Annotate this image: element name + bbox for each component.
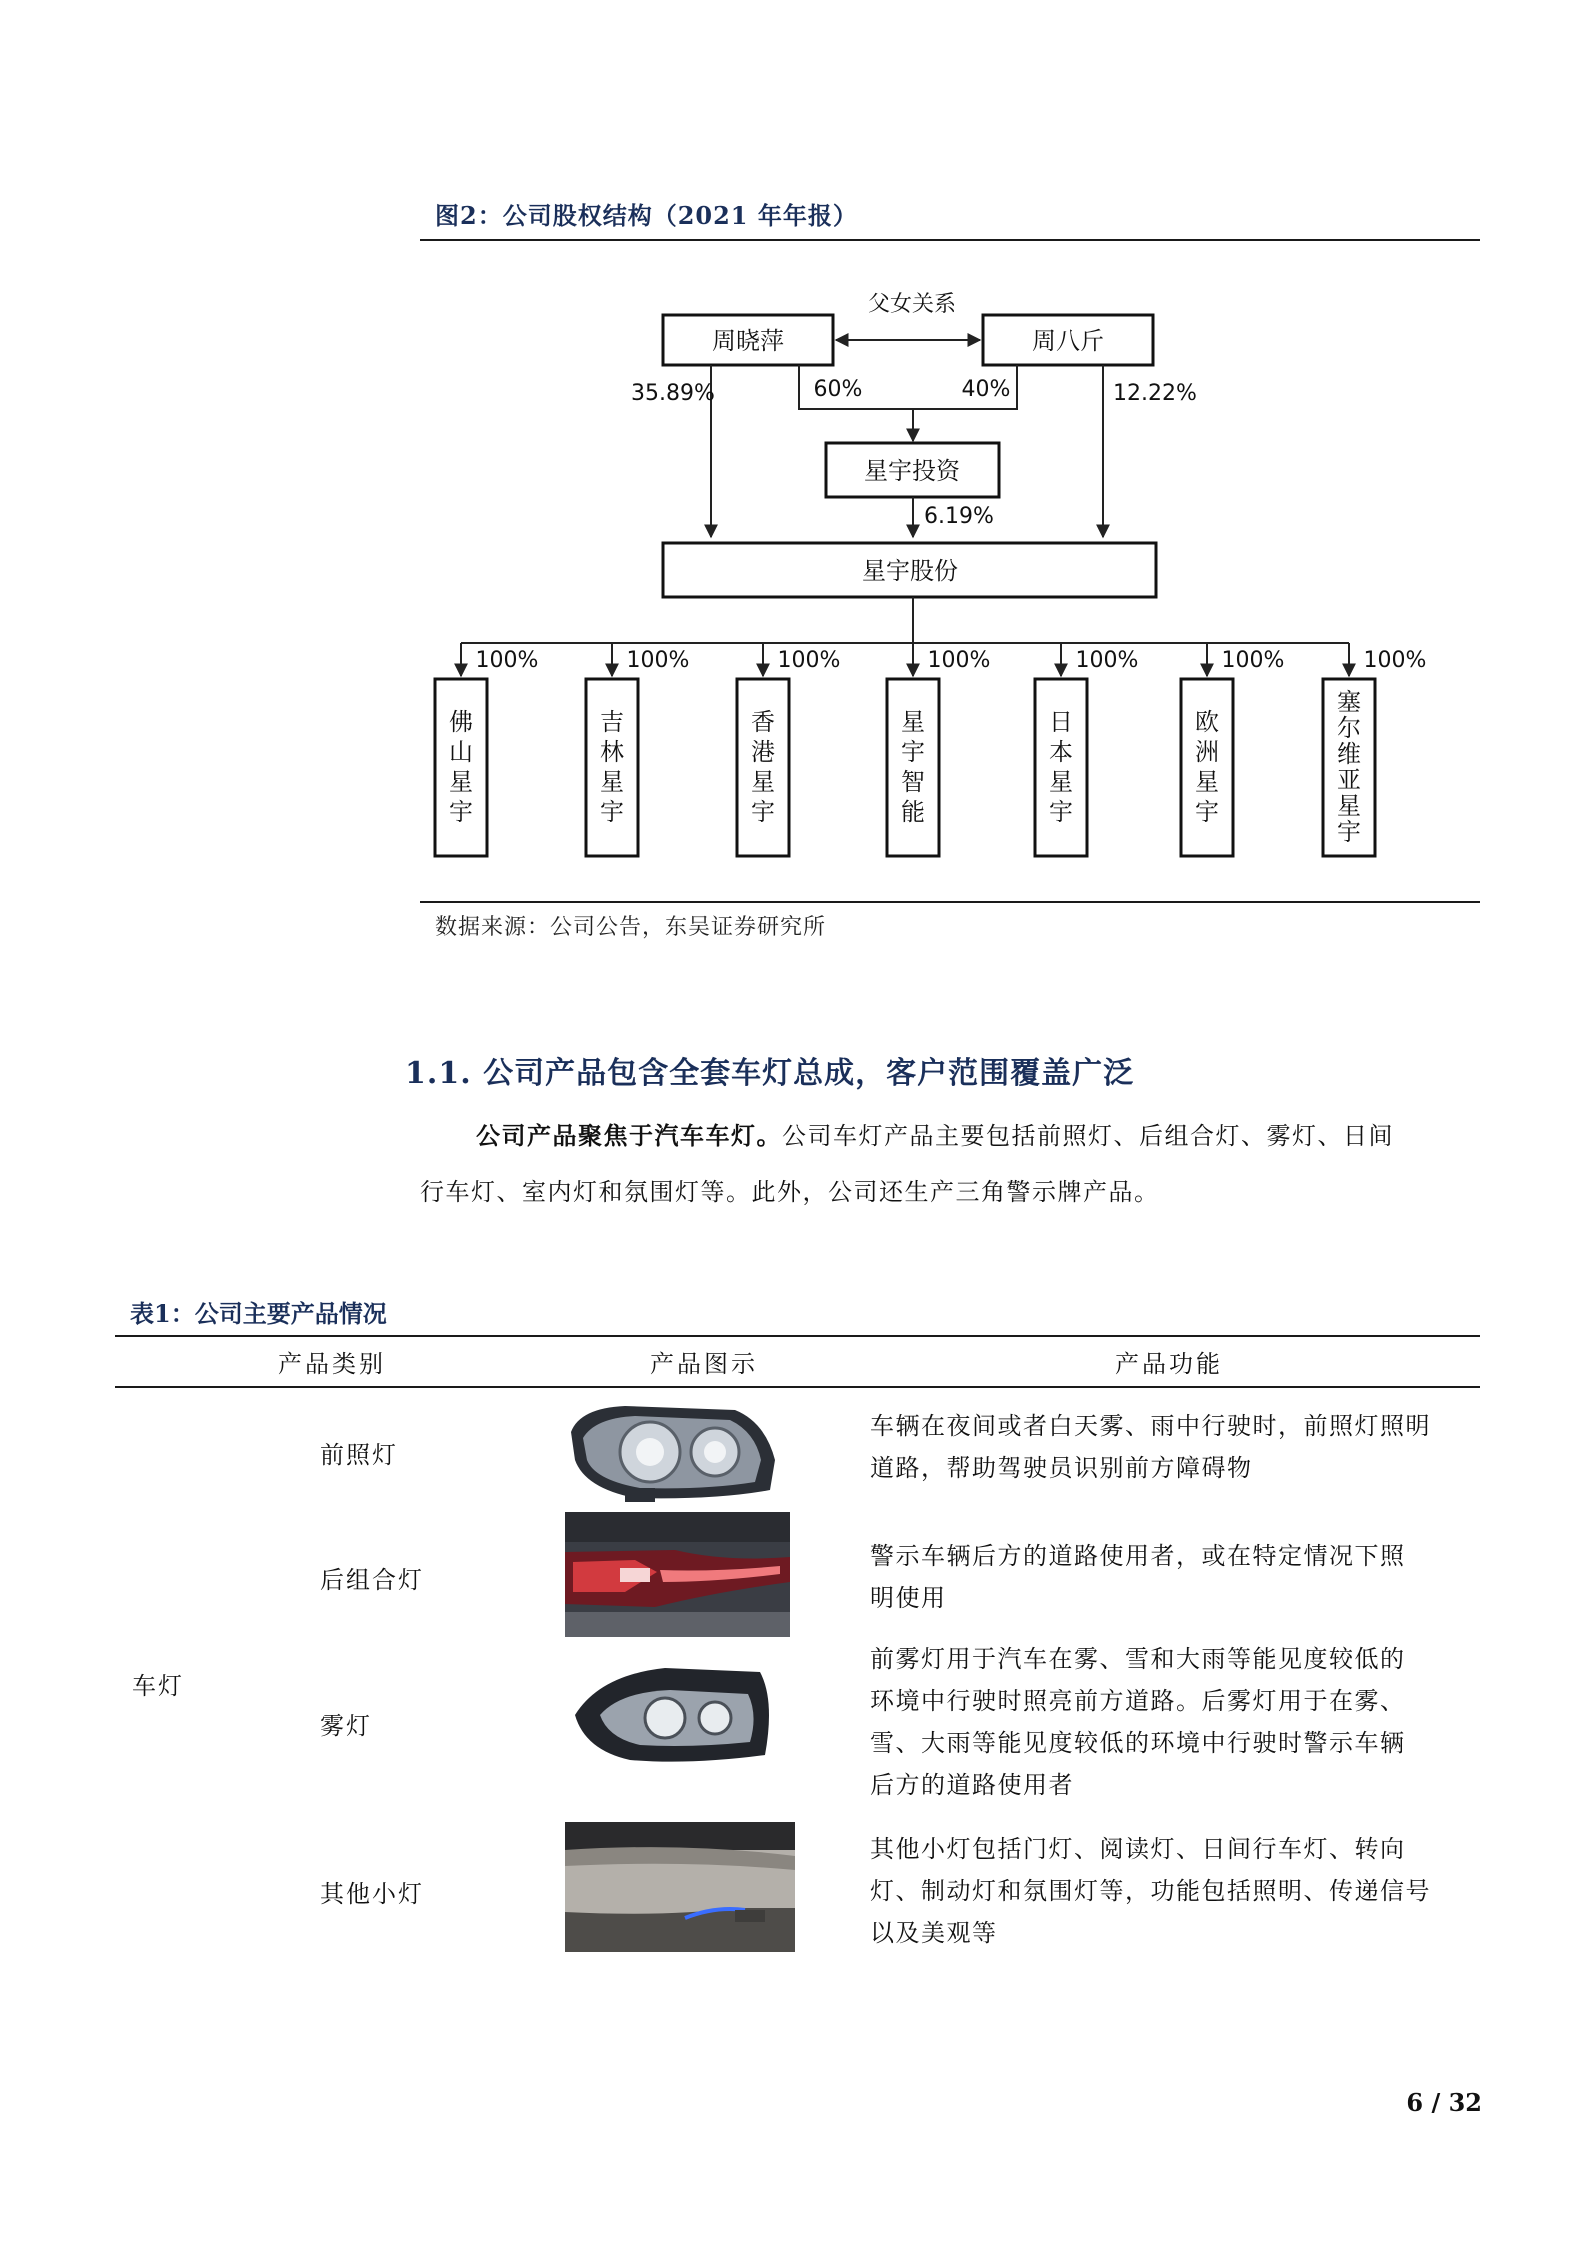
subsidiary-name: 日本星宇 — [1049, 708, 1073, 826]
pct-invest-main: 6.19% — [924, 504, 994, 529]
subsidiary-pct: 100% — [1221, 648, 1285, 673]
row-2-function — [870, 1535, 1475, 1619]
subsidiary-pct: 100% — [927, 648, 991, 673]
row-4-name: 其他小灯 — [320, 1880, 424, 1908]
row-4-function-line: 灯、制动灯和氛围灯等，功能包括照明、传递信号 — [870, 1877, 1431, 1905]
figure-bottom-rule — [420, 901, 1480, 903]
subsidiary-pct: 100% — [475, 648, 539, 673]
subsidiary-pct: 100% — [626, 648, 690, 673]
row-2-function-line: 警示车辆后方的道路使用者，或在特定情况下照 — [870, 1542, 1406, 1570]
subsidiary-name: 星宇智能 — [901, 708, 925, 826]
page-number: 6 / 32 — [1406, 2088, 1482, 2117]
pct-left-direct: 35.89% — [631, 381, 715, 406]
figure-source: 数据来源：公司公告，东吴证券研究所 — [435, 915, 827, 940]
table-title: 表1：公司主要产品情况 — [130, 1299, 387, 1328]
table-header-rule — [115, 1386, 1480, 1388]
subsidiary-name: 欧洲星宇 — [1195, 708, 1219, 826]
row-3-function-line: 环境中行驶时照亮前方道路。后雾灯用于在雾、 — [870, 1687, 1406, 1715]
shareholder-right-name: 周八斤 — [1032, 327, 1104, 355]
pct-right-direct: 12.22% — [1113, 381, 1197, 406]
headlight-image — [565, 1400, 780, 1505]
row-3-function-line: 前雾灯用于汽车在雾、雪和大雨等能见度较低的 — [870, 1645, 1406, 1673]
figure-title: 图2：公司股权结构（2021 年年报） — [435, 201, 858, 230]
paragraph-rest: 公司车灯产品主要包括前照灯、后组合灯、雾灯、日间 — [782, 1122, 1394, 1150]
row-1-function-line: 道路，帮助驾驶员识别前方障碍物 — [870, 1454, 1253, 1482]
shareholder-left-name: 周晓萍 — [712, 327, 784, 355]
table-header-function: 产品功能 — [1115, 1350, 1223, 1378]
pct-left-invest: 60% — [813, 377, 863, 402]
row-2-function-line: 明使用 — [870, 1584, 947, 1612]
subsidiary-pct: 100% — [1363, 648, 1427, 673]
subsidiary-name: 塞尔维亚星宇 — [1337, 688, 1361, 846]
row-1-function — [870, 1405, 1475, 1489]
table-header-image: 产品图示 — [650, 1350, 758, 1378]
relation-label: 父女关系 — [867, 292, 957, 317]
section-paragraph-line2: 行车灯、室内灯和氛围灯等。此外，公司还生产三角警示牌产品。 — [420, 1178, 1160, 1206]
row-4-function — [870, 1828, 1475, 1954]
subsidiary-pct: 100% — [777, 648, 841, 673]
subsidiary-pct: 100% — [1075, 648, 1139, 673]
row-1-name: 前照灯 — [320, 1441, 398, 1469]
interior-light-image — [565, 1822, 795, 1952]
section-paragraph-line1 — [420, 1113, 1480, 1159]
row-3-function-line: 后方的道路使用者 — [870, 1771, 1074, 1799]
row-1-function-line: 车辆在夜间或者白天雾、雨中行驶时，前照灯照明 — [870, 1412, 1431, 1440]
main-co-name: 星宇股份 — [862, 557, 958, 585]
table-category-cell: 车灯 — [132, 1672, 184, 1700]
subsidiaries-group — [435, 643, 1426, 856]
foglight-image — [570, 1660, 780, 1770]
row-3-name: 雾灯 — [320, 1712, 372, 1740]
row-4-function-line: 其他小灯包括门灯、阅读灯、日间行车灯、转向 — [870, 1835, 1406, 1863]
row-3-function — [870, 1638, 1475, 1806]
table-header-category: 产品类别 — [278, 1350, 386, 1378]
subsidiary-name: 吉林星宇 — [600, 708, 624, 826]
section-title: 1.1. 公司产品包含全套车灯总成，客户范围覆盖广泛 — [405, 1056, 1135, 1091]
taillight-image — [565, 1512, 790, 1637]
subsidiary-name: 佛山星宇 — [449, 708, 473, 826]
table-top-rule — [115, 1335, 1480, 1337]
pct-right-invest: 40% — [961, 377, 1011, 402]
invest-co-name: 星宇投资 — [864, 457, 960, 485]
subsidiary-name: 香港星宇 — [751, 708, 775, 826]
row-3-function-line: 雪、大雨等能见度较低的环境中行驶时警示车辆 — [870, 1729, 1406, 1757]
row-2-name: 后组合灯 — [320, 1566, 424, 1594]
paragraph-bold-lead: 公司产品聚焦于汽车车灯。 — [476, 1121, 782, 1150]
row-4-function-line: 以及美观等 — [870, 1919, 998, 1947]
